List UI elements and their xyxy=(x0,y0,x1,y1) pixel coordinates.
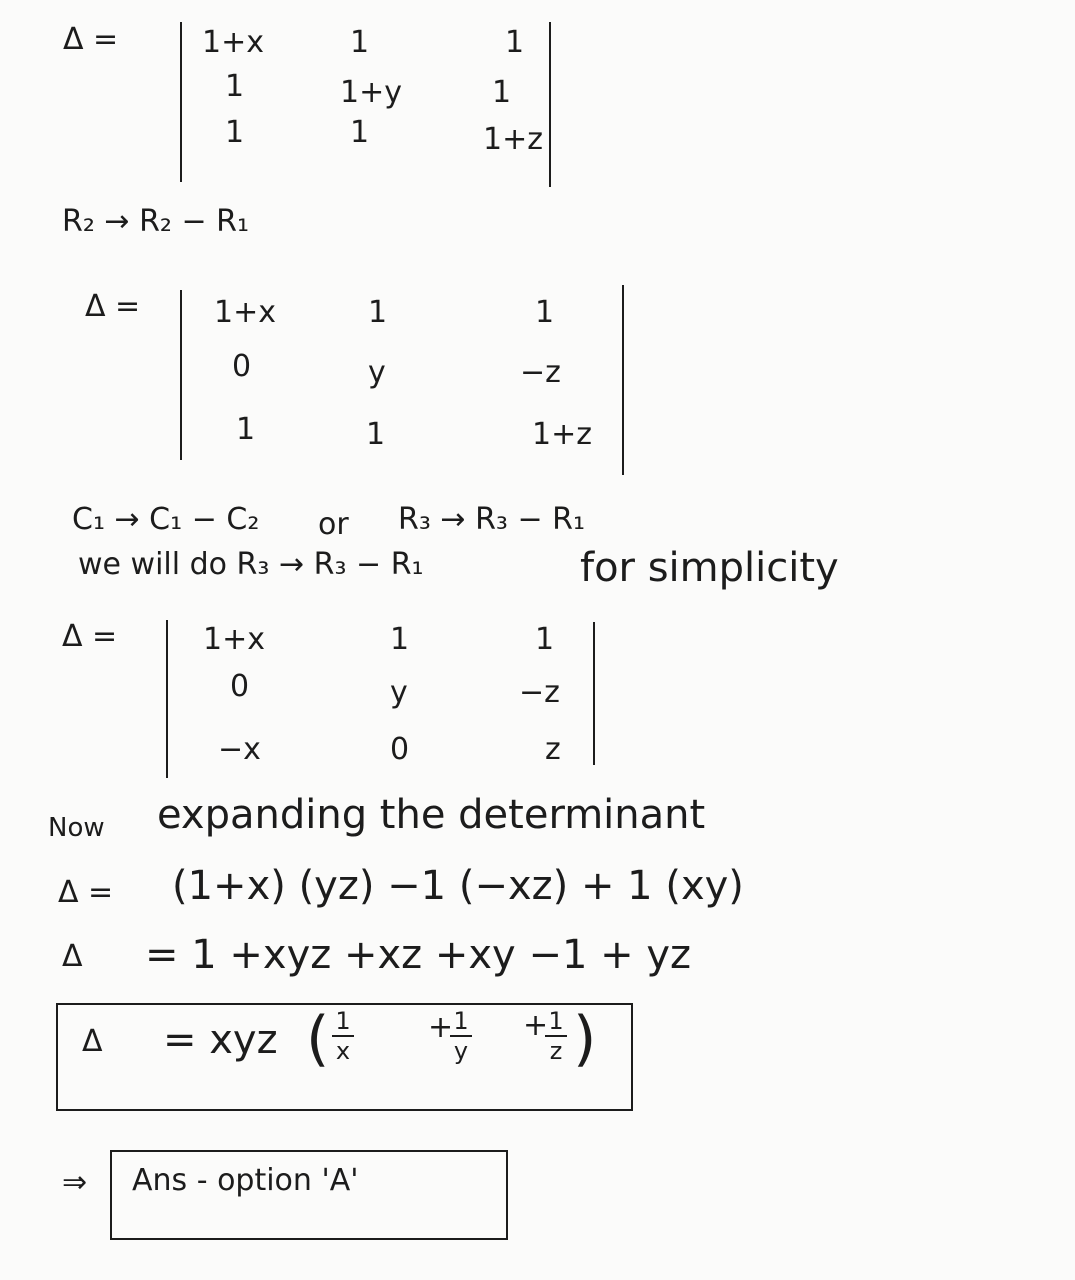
det3-left-bar xyxy=(166,620,168,778)
delta-label-1: Δ = xyxy=(63,22,119,57)
det3-cell: y xyxy=(390,675,408,710)
det1-cell: 1 xyxy=(225,115,245,150)
det3-cell: z xyxy=(545,732,561,767)
det3-cell: 1+x xyxy=(203,622,265,657)
det1-cell: 1+x xyxy=(202,25,264,60)
det1-cell: 1 xyxy=(350,25,370,60)
det1-cell: 1+y xyxy=(340,75,402,110)
plus-sign: + xyxy=(523,1008,549,1043)
det3-cell: 0 xyxy=(230,669,250,704)
delta-label-3: Δ = xyxy=(62,619,118,654)
row-operation-1: R₂ → R₂ − R₁ xyxy=(62,204,250,239)
det2-cell: y xyxy=(368,355,386,390)
det2-right-bar xyxy=(622,285,624,475)
det1-left-bar xyxy=(180,22,182,182)
fraction-1-over-z: 1 z xyxy=(545,1009,567,1063)
det2-cell: 1 xyxy=(236,412,256,447)
det3-cell: 1 xyxy=(535,622,555,657)
det1-cell: 1 xyxy=(505,25,525,60)
det2-cell: 1 xyxy=(535,295,555,330)
column-operation: C₁ → C₁ − C₂ xyxy=(72,502,260,537)
open-paren-icon: ( xyxy=(306,1004,330,1074)
det2-cell: 1 xyxy=(368,295,388,330)
simplicity-note: we will do R₃ → R₃ − R₁ xyxy=(78,547,424,582)
det2-cell: −z xyxy=(520,355,561,390)
expansion-line-1: (1+x) (yz) −1 (−xz) + 1 (xy) xyxy=(172,863,744,909)
det1-right-bar xyxy=(549,22,551,187)
delta-label-4: Δ = xyxy=(58,875,114,910)
or-text: or xyxy=(318,507,349,542)
fraction-1-over-y: 1 y xyxy=(450,1009,472,1063)
delta-label-5: Δ xyxy=(62,939,83,974)
det1-cell: 1 xyxy=(350,115,370,150)
row-operation-2: R₃ → R₃ − R₁ xyxy=(398,502,586,537)
det1-cell: 1 xyxy=(225,69,245,104)
expanding-heading: expanding the determinant xyxy=(157,792,706,838)
now-text: Now xyxy=(48,813,105,843)
plus-sign: + xyxy=(428,1010,454,1045)
close-paren-icon: ) xyxy=(573,1004,597,1074)
det3-cell: −z xyxy=(519,675,560,710)
result-prefix: = xyz xyxy=(163,1017,278,1063)
delta-label-2: Δ = xyxy=(85,289,141,324)
answer-box xyxy=(110,1150,508,1240)
det2-cell: 1+x xyxy=(214,295,276,330)
answer-text: Ans - option 'A' xyxy=(132,1163,359,1198)
implies-arrow-icon: ⇒ xyxy=(62,1165,88,1200)
det3-cell: 1 xyxy=(390,622,410,657)
det3-right-bar xyxy=(593,622,595,765)
result-box xyxy=(56,1003,633,1111)
det1-cell: 1+z xyxy=(483,122,543,157)
det2-cell: 1+z xyxy=(532,417,592,452)
det2-cell: 1 xyxy=(366,417,386,452)
fraction-1-over-x: 1 x xyxy=(332,1009,354,1063)
det3-cell: 0 xyxy=(390,732,410,767)
delta-label-6: Δ xyxy=(82,1024,103,1059)
det2-left-bar xyxy=(180,290,182,460)
expansion-line-2: = 1 +xyz +xz +xy −1 + yz xyxy=(145,932,692,978)
det2-cell: 0 xyxy=(232,349,252,384)
det1-cell: 1 xyxy=(492,75,512,110)
det3-cell: −x xyxy=(218,732,261,767)
simplicity-note-suffix: for simplicity xyxy=(580,545,839,591)
